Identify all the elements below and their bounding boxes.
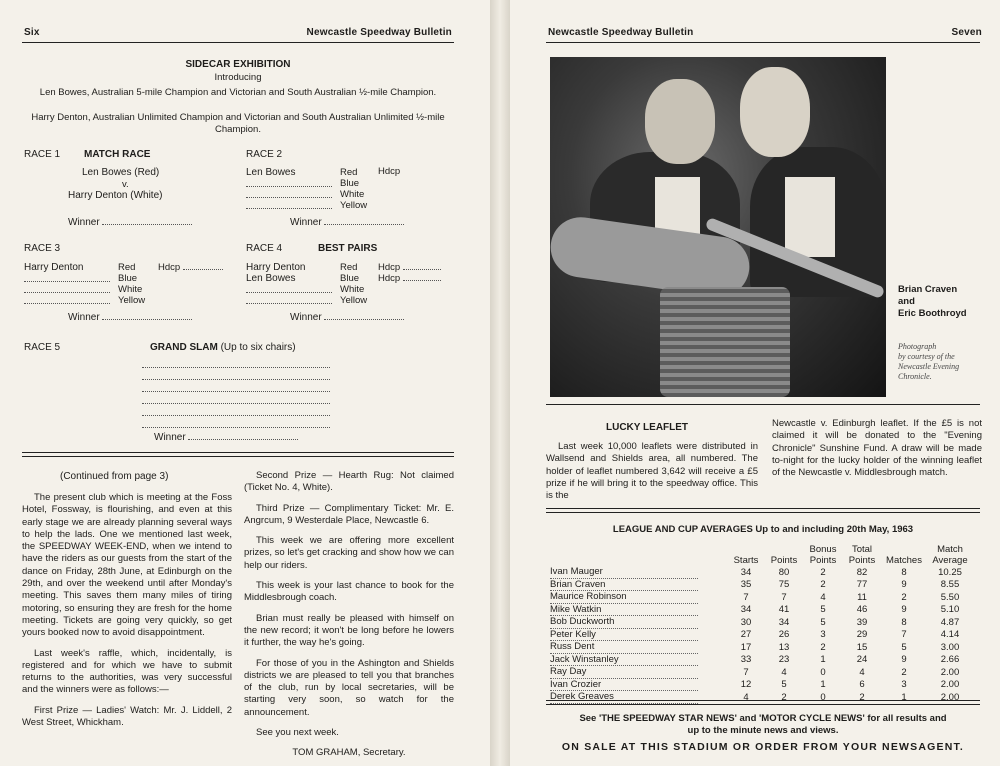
table-row: [550, 641, 974, 654]
cell-points: 41: [778, 604, 790, 615]
cell-matches: 7: [901, 629, 907, 640]
table-row: [550, 616, 974, 629]
table-row: [550, 566, 974, 579]
col-total: Total Points: [848, 544, 876, 566]
sidecar-line2: Harry Denton, Australian Unlimited Champion and Victorian and South Australian Unlimited ½-mile Champion.: [31, 112, 445, 135]
cell-points: 23: [778, 654, 790, 665]
cell-total: 15: [856, 641, 868, 653]
cell-bonus: 1: [820, 679, 826, 690]
page-number-left: Six: [24, 27, 40, 38]
race4-rider2: Len Bowes: [246, 273, 296, 284]
rider-name: Derek Greaves: [550, 691, 698, 704]
col-bonus: Bonus Points: [809, 544, 837, 566]
race5-label: RACE 5: [24, 342, 61, 353]
continued-col2: Second Prize — Hearth Rug: Not claimed (Ticket No. 4, White). Third Prize — Complimentary Ticket: Mr. E. Angrcum, 9 Westerdale Place, Newcastle 6. This week we are offering more excellent prizes, so let's get cracking and show how we can help our riders. This week is your last chance to book for the Middlesbrough coach. Brian must really be pleased with himself on the new record; it won't be long before he lowers it further, the way he's going. For those of you in the Ashington and Shields districts we are pleased to tell you that branches of the club, run by local secretaries, will be starting very soon, so watch for the announcement. See you next week. TOM GRAHAM, Secretary.: [244, 470, 454, 759]
race2-hdcp: Hdcp: [378, 166, 401, 177]
cell-average: 2.00: [940, 679, 960, 690]
footer-sale-line: ON SALE AT THIS STADIUM OR ORDER FROM YOUR NEWSAGENT.: [561, 741, 965, 753]
rider-name: Jack Winstanley: [550, 654, 698, 667]
cell-matches: 9: [901, 604, 907, 615]
cell-total: 11: [857, 591, 867, 603]
cell-matches: 8: [901, 616, 907, 628]
cell-matches: 9: [901, 654, 907, 665]
cell-bonus: 2: [820, 579, 826, 590]
race1-rider2: Harry Denton (White): [68, 190, 163, 201]
rider-name: Peter Kelly: [550, 629, 698, 642]
table-row: [550, 579, 974, 592]
race2-winner: Winner: [290, 216, 404, 229]
race4-label: RACE 4: [246, 243, 283, 254]
cell-average: 4.14: [940, 629, 960, 640]
cell-points: 2: [781, 691, 787, 703]
race4-rider1: Harry Denton: [246, 262, 306, 273]
signature: TOM GRAHAM, Secretary.: [292, 747, 406, 759]
cell-matches: 2: [901, 591, 907, 603]
riders-photo: [550, 57, 886, 397]
race3-label: RACE 3: [24, 243, 61, 254]
cell-starts: 12: [740, 679, 752, 690]
race4-colors: Red Blue White Yellow: [340, 262, 368, 306]
rider-name: Ivan Crozier: [550, 679, 698, 692]
cell-total: 6: [859, 679, 865, 690]
lucky-leaflet-title: LUCKY LEAFLET: [606, 422, 689, 433]
cell-points: 80: [778, 566, 790, 578]
cell-total: 82: [856, 566, 868, 578]
cell-matches: 9: [901, 579, 907, 590]
cell-total: 29: [856, 629, 868, 640]
rider-name: Ray Day: [550, 666, 698, 679]
table-row: [550, 629, 974, 642]
cell-starts: 4: [743, 691, 749, 703]
averages-title: LEAGUE AND CUP AVERAGES Up to and including 20th May, 1963: [612, 524, 914, 535]
cell-average: 5.50: [940, 591, 960, 603]
cell-points: 34: [778, 616, 790, 628]
cell-average: 8.55: [940, 579, 960, 590]
table-row: [550, 679, 974, 692]
race5-winner: Winner: [154, 431, 298, 444]
section-divider-left: [22, 452, 454, 457]
cell-total: 46: [856, 604, 868, 615]
lucky-leaflet-col1: Last week 10,000 leaflets were distributed in Wallsend and Shields area, all numbered. The holder of leaflet numbered 3,642 will receive a £5 prize if he will bring it to the speedway office. This is the: [546, 441, 758, 502]
cell-starts: 7: [743, 666, 749, 678]
averages-header-row: [550, 544, 974, 566]
cell-matches: 1: [901, 691, 907, 703]
publication-title-left: Newcastle Speedway Bulletin: [306, 27, 452, 38]
cell-total: 77: [856, 579, 868, 590]
header-rule-left: [22, 42, 454, 43]
cell-starts: 33: [740, 654, 752, 665]
section-divider-right: [546, 508, 980, 513]
table-row: [550, 604, 974, 617]
footer-divider: [546, 700, 980, 705]
cell-matches: 2: [901, 666, 907, 678]
cell-starts: 7: [743, 591, 749, 603]
race4-winner: Winner: [290, 311, 404, 324]
cell-bonus: 2: [820, 641, 826, 653]
cell-starts: 30: [740, 616, 752, 628]
race4-title: BEST PAIRS: [318, 243, 378, 254]
cell-starts: 34: [740, 604, 752, 615]
rider-name: Brian Craven: [550, 579, 698, 592]
cell-total: 2: [859, 691, 865, 703]
race4-hdcp2: Hdcp: [378, 272, 441, 285]
rider-name: Mike Watkin: [550, 604, 698, 617]
rider-name: Maurice Robinson: [550, 591, 698, 604]
rider-name: Russ Dent: [550, 641, 698, 654]
race1-rider1: Len Bowes (Red): [82, 167, 160, 178]
sidecar-intro: Introducing: [214, 72, 262, 83]
cell-points: 13: [778, 641, 790, 653]
cell-average: 3.00: [940, 641, 960, 653]
cell-points: 4: [781, 666, 787, 678]
cell-matches: 3: [901, 679, 907, 690]
race1-label: RACE 1: [24, 149, 61, 160]
race2-rider1: Len Bowes: [246, 167, 296, 178]
table-row: [550, 654, 974, 667]
table-row: [550, 591, 974, 604]
cell-average: 5.10: [940, 604, 960, 615]
page-spine: [490, 0, 510, 766]
cell-bonus: 3: [820, 629, 826, 640]
averages-table: [550, 544, 974, 704]
cell-bonus: 5: [820, 616, 826, 628]
photo-rule: [546, 404, 980, 405]
header-rule-right: [546, 42, 980, 43]
footer-note: See 'THE SPEEDWAY STAR NEWS' and 'MOTOR CYCLE NEWS' for all results and up to the minute news and views.: [579, 713, 947, 736]
right-page: [510, 0, 1000, 766]
cell-average: 4.87: [940, 616, 960, 628]
continued-heading: (Continued from page 3): [60, 471, 169, 482]
publication-title-right: Newcastle Speedway Bulletin: [548, 27, 694, 38]
cell-points: 75: [778, 579, 790, 590]
cell-bonus: 0: [820, 691, 826, 703]
cell-points: 5: [781, 679, 787, 690]
race3-colors: Red Blue White Yellow: [118, 262, 146, 306]
sidecar-title: SIDECAR EXHIBITION: [185, 59, 291, 70]
cell-starts: 34: [740, 566, 752, 578]
cell-starts: 35: [740, 579, 752, 590]
cell-starts: 27: [740, 629, 752, 640]
race3-rider1: Harry Denton: [24, 262, 84, 273]
cell-average: 2.00: [940, 691, 960, 703]
table-row: [550, 666, 974, 679]
race3-winner: Winner: [68, 311, 192, 324]
race1-title: MATCH RACE: [84, 149, 151, 160]
cell-bonus: 0: [820, 666, 826, 678]
col-matches: Matches: [886, 555, 922, 566]
cell-total: 39: [856, 616, 868, 628]
cell-points: 7: [781, 591, 787, 603]
rider-name: Bob Duckworth: [550, 616, 698, 629]
sidecar-line1: Len Bowes, Australian 5-mile Champion and Victorian and South Australian ½-mile Champion.: [39, 87, 437, 98]
left-page: [0, 0, 490, 766]
col-starts: Starts: [733, 555, 759, 566]
race2-label: RACE 2: [246, 149, 283, 160]
cell-total: 24: [856, 654, 868, 665]
cell-bonus: 4: [820, 591, 826, 603]
col-average: Match Average: [932, 544, 968, 566]
race2-colors: Red Blue White Yellow: [340, 167, 368, 211]
rider-name: Ivan Mauger: [550, 566, 698, 579]
race1-vs: v.: [122, 179, 129, 190]
race4-hdcp1: Hdcp: [378, 261, 441, 274]
cell-matches: 5: [901, 641, 907, 653]
page-number-right: Seven: [951, 27, 982, 38]
col-points: Points: [770, 555, 798, 566]
race3-hdcp: Hdcp: [158, 261, 223, 274]
photo-caption: Brian Craven and Eric Boothroyd: [898, 284, 967, 319]
cell-bonus: 1: [820, 654, 826, 665]
cell-average: 2.00: [940, 666, 960, 678]
cell-starts: 17: [740, 641, 752, 653]
cell-average: 10.25: [938, 566, 962, 578]
lucky-leaflet-col2: Newcastle v. Edinburgh leaflet. If the £5 is not claimed it will be donated to the "Evening Chronicle" Sunshine Fund. A draw will be made to-night for the lucky holder of the winning leaflet of the Newcastle v. Middlesbrough match.: [772, 418, 982, 479]
cell-matches: 8: [901, 566, 907, 578]
race5-title: GRAND SLAM (Up to six chairs): [150, 342, 296, 353]
cell-average: 2.66: [940, 654, 960, 665]
photo-credit: Photograph by courtesy of the Newcastle Evening Chronicle.: [898, 342, 960, 381]
continued-col1: The present club which is meeting at the Foss Hotel, Fossway, is flourishing, and even at this early stage we are already planning several ways to help the lads. One we mentioned last week, the SPEEDWAY WEEK-END, when we intend to have the riders as our guests from the start of the dance on Friday, 28th June, at Edinburgh on the 29th, and over the weekend until after Monday's meeting. This saves them many miles of tiring motoring, so ensuring they are fresh for the home meeting. Tickets are going very quickly, so get yours booked now to avoid disappointment. Last week's raffle, which, incidentally, is registered and for which we have to submit returns to the authorities, was very successful and the winners were as follows:— First Prize — Ladies' Watch: Mr. J. Liddell, 2 West Street, Whickham.: [22, 492, 232, 729]
cell-total: 4: [859, 666, 865, 678]
race1-winner: Winner: [68, 216, 192, 229]
cell-bonus: 2: [820, 566, 826, 578]
cell-bonus: 5: [820, 604, 826, 615]
cell-points: 26: [778, 629, 790, 640]
